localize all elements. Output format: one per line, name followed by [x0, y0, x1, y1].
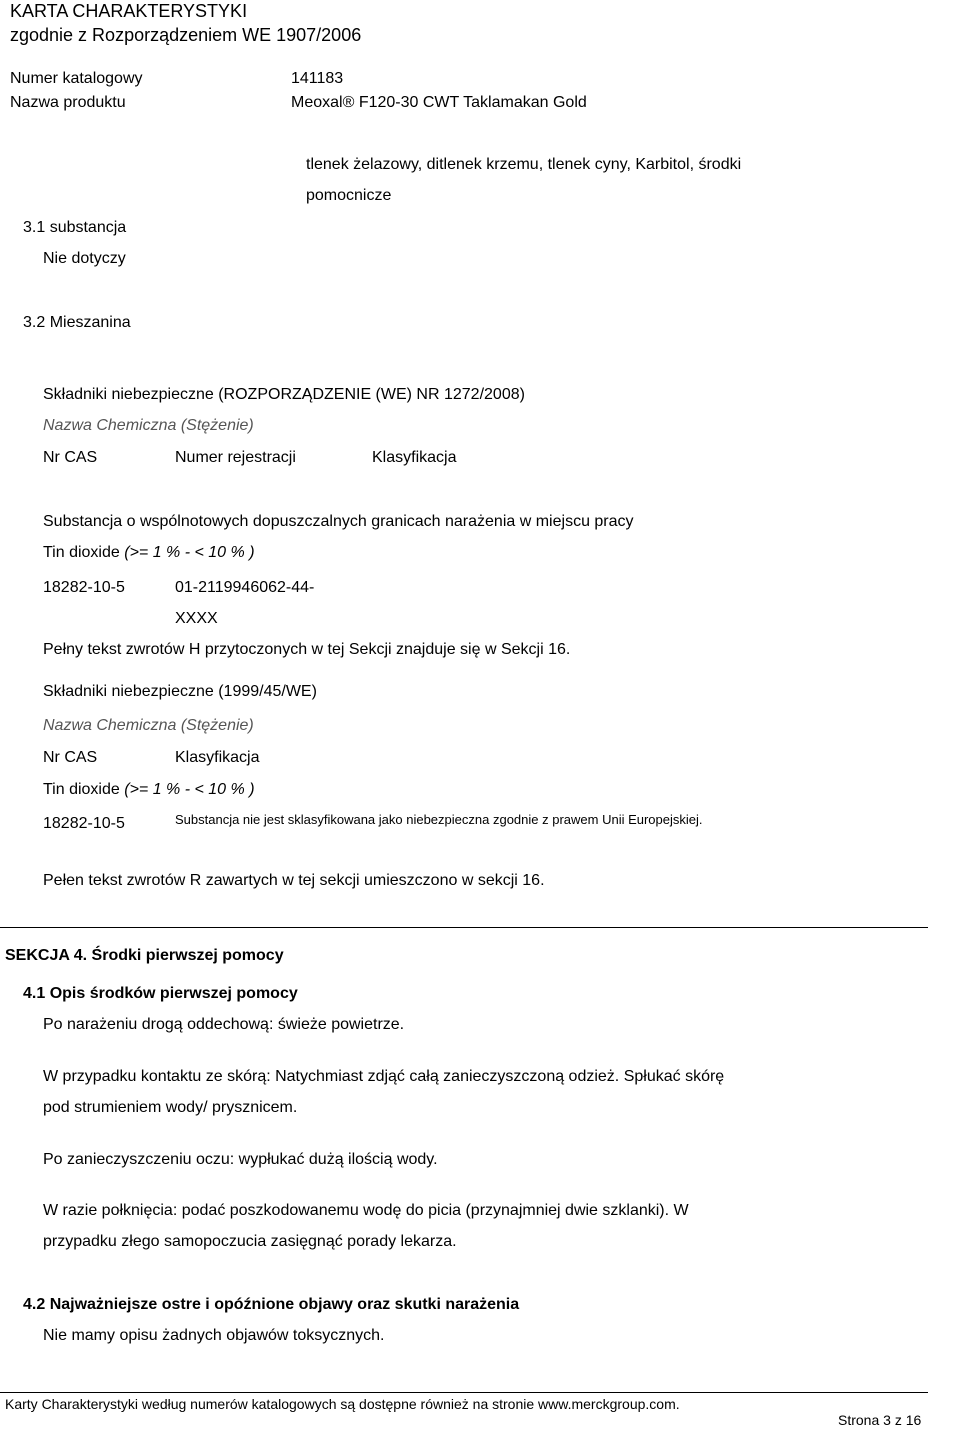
- dsd-note: Pełen tekst zwrotów R zawartych w tej sekcji umieszczono w sekcji 16.: [43, 872, 545, 889]
- product-value: Meoxal® F120-30 CWT Taklamakan Gold: [291, 94, 587, 111]
- eye-contact-text: Po zanieczyszczeniu oczu: wypłukać dużą ilością wody.: [43, 1151, 438, 1168]
- dsd-substance-concentration: (>= 1 % - < 10 % ): [124, 781, 255, 798]
- clp-heading: Składniki niebezpieczne (ROZPORZĄDZENIE (WE) NR 1272/2008): [43, 386, 525, 403]
- footer-notice: Karty Charakterystyki według numerów katalogowych są dostępne również na stronie www.merckgroup.com.: [5, 1396, 680, 1412]
- section-4-2-text: Nie mamy opisu żadnych objawów toksycznych.: [43, 1327, 385, 1344]
- inhalation-text: Po narażeniu drogą oddechową: świeże powietrze.: [43, 1016, 405, 1033]
- dsd-classification-text: Substancja nie jest sklasyfikowana jako niebezpieczna zgodnie z prawem Unii Europejskiej.: [175, 812, 703, 827]
- clp-col-cas: Nr CAS: [43, 449, 98, 466]
- clp-substance-name: Tin dioxide: [43, 544, 120, 561]
- footer-divider: [0, 1392, 928, 1393]
- regulation-line: zgodnie z Rozporządzeniem WE 1907/2006: [10, 25, 362, 45]
- clp-note: Pełny tekst zwrotów H przytoczonych w tej Sekcji znajduje się w Sekcji 16.: [43, 641, 571, 658]
- section-4-1-heading: 4.1 Opis środków pierwszej pomocy: [23, 985, 298, 1002]
- section-4-2-heading: 4.2 Najważniejsze ostre i opóźnione objawy oraz skutki narażenia: [23, 1296, 520, 1313]
- clp-registration-line2: XXXX: [175, 610, 218, 627]
- clp-registration-line1: 01-2119946062-44-: [175, 579, 315, 596]
- catalog-label: Numer katalogowy: [10, 70, 143, 87]
- swallow-line1: W razie połknięcia: podać poszkodowanemu wodę do picia (przynajmniej dwie szklanki). W: [43, 1202, 689, 1219]
- exposure-limits-heading: Substancja o wspólnotowych dopuszczalnych granicach narażenia w miejscu pracy: [43, 513, 634, 530]
- section-divider: [0, 927, 928, 928]
- composition-description-line2: pomocnicze: [306, 187, 392, 204]
- dsd-cas-number: 18282-10-5: [43, 815, 125, 832]
- clp-col-registration: Numer rejestracji: [175, 449, 296, 466]
- section-3-2-heading: 3.2 Mieszanina: [23, 314, 131, 331]
- dsd-substance-name: Tin dioxide: [43, 781, 120, 798]
- dsd-col-cas: Nr CAS: [43, 749, 98, 766]
- dsd-col-classification: Klasyfikacja: [175, 749, 260, 766]
- clp-subheading: Nazwa Chemiczna (Stężenie): [43, 417, 254, 434]
- clp-substance-row: [43, 544, 255, 562]
- swallow-line2: przypadku złego samopoczucia zasięgnąć porady lekarza.: [43, 1233, 457, 1250]
- product-label: Nazwa produktu: [10, 94, 126, 111]
- clp-cas-number: 18282-10-5: [43, 579, 125, 596]
- dsd-subheading: Nazwa Chemiczna (Stężenie): [43, 717, 254, 734]
- section-3-1-heading: 3.1 substancja: [23, 219, 127, 236]
- document-title: KARTA CHARAKTERYSTYKI: [10, 1, 248, 21]
- clp-col-classification: Klasyfikacja: [372, 449, 457, 466]
- section-3-1-text: Nie dotyczy: [43, 250, 126, 267]
- composition-description-line1: tlenek żelazowy, ditlenek krzemu, tlenek cyny, Karbitol, środki: [306, 156, 742, 173]
- skin-contact-line2: pod strumieniem wody/ prysznicem.: [43, 1099, 298, 1116]
- catalog-value: 141183: [291, 70, 344, 87]
- clp-substance-concentration: (>= 1 % - < 10 % ): [124, 544, 255, 561]
- dsd-substance-row: [43, 781, 255, 799]
- skin-contact-line1: W przypadku kontaktu ze skórą: Natychmiast zdjąć całą zanieczyszczoną odzież. Spłukać skórę: [43, 1068, 725, 1085]
- dsd-heading: Składniki niebezpieczne (1999/45/WE): [43, 683, 317, 700]
- section-4-title: SEKCJA 4. Środki pierwszej pomocy: [5, 947, 284, 964]
- page-number: Strona 3 z 16: [838, 1412, 922, 1428]
